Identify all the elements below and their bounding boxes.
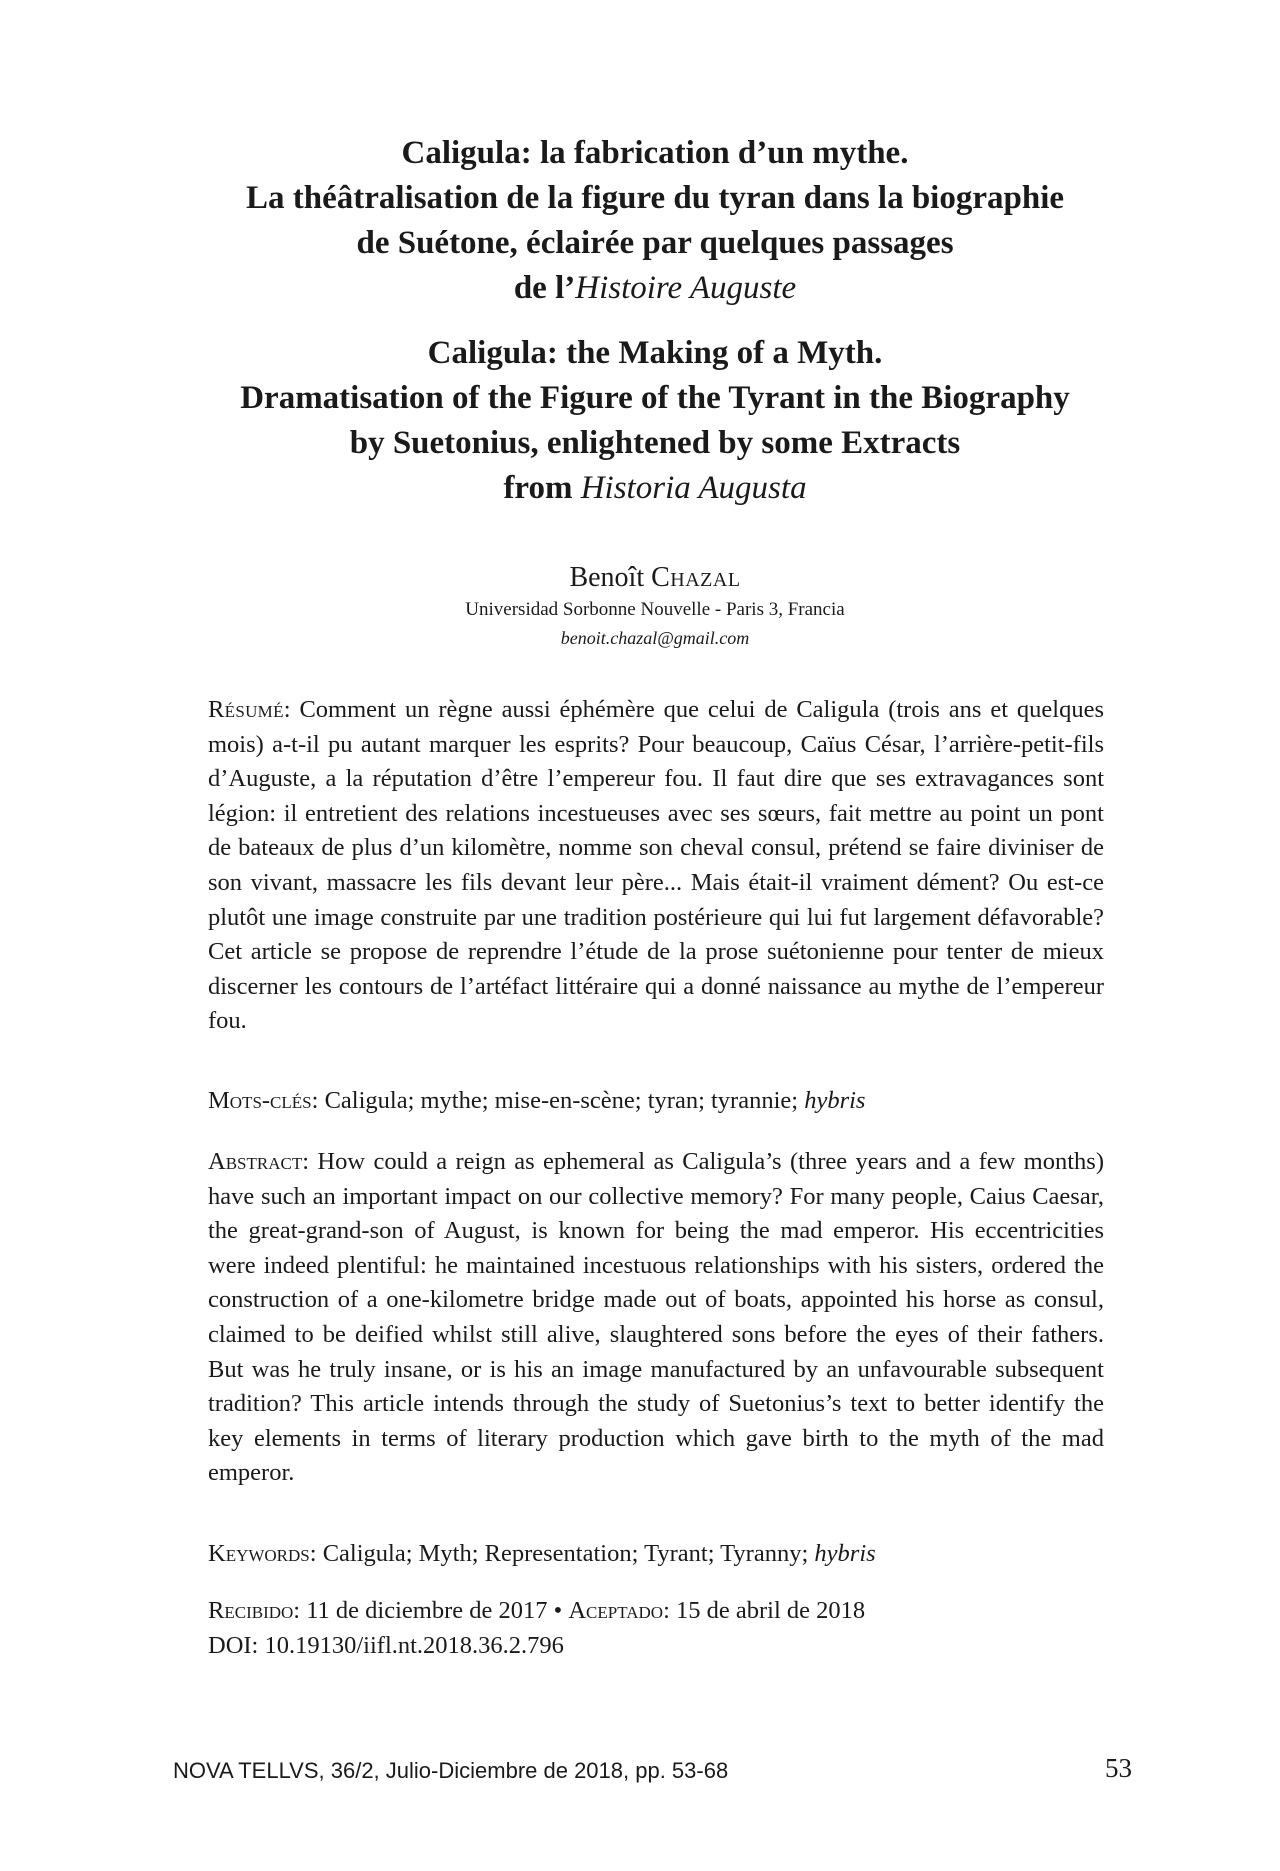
mots-cles-italic: hybris	[804, 1087, 866, 1114]
abstract-paragraph: Abstract: How could a reign as ephemeral as Caligula’s (three years and a few months) have such an important impact on our collective memory? For many people, Caius Caesar, the great-grand-son of August, is known for being the mad emperor. His eccentricities were indeed plentiful: he maintained incestuous relationships with his sisters, ordered the construction of a one-kilometre bridge made out of boats, appointed his horse as consul, claimed to be deified whilst still alive, slaughtered sons before the eyes of their fathers. But was he truly insane, or is his an image manufactured by an unfavourable subsequent tradition? This article intends through the study of Suetonius’s text to better identify the key elements in terms of literary production which gave birth to the myth of the mad emperor.	[208, 1148, 1104, 1487]
doi-value[interactable]: 10.19130/iifl.nt.2018.36.2.796	[264, 1632, 564, 1659]
title-french	[160, 131, 1150, 311]
title-english	[160, 331, 1150, 511]
doi-line	[208, 1629, 1104, 1664]
date-separator: •	[553, 1597, 563, 1624]
author-affiliation: Universidad Sorbonne Nouvelle - Paris 3, Francia	[465, 599, 845, 620]
abstract-text: How could a reign as ephemeral as Caligula’s (three years and a few months) have such an important impact on our collective memory? For many people, Caius Caesar, the great-grand-son of August, is known for being the mad emperor. His eccentricities were indeed plentiful: he maintained incestuous relationships with his sisters, ordered the construction of a one-kilometre bridge made out of boats, appointed his horse as consul, claimed to be deified whilst still alive, slaughtered sons before the eyes of their fathers. But was he truly insane, or is his an image manufactured by an unfavourable subsequent tradition? This article intends through the study of Suetonius’s text to better identify the key elements in terms of literary production which gave birth to the myth of the mad emperor.	[208, 1148, 1104, 1487]
keywords-label: Keywords	[208, 1540, 310, 1567]
mots-cles-text: Caligula; mythe; mise-en-scène; tyran; tyrannie;	[324, 1087, 805, 1114]
author-first-name: Benoît	[569, 562, 645, 593]
resume-text: Comment un règne aussi éphémère que celui de Caligula (trois ans et quelques mois) a-t-il pu autant marquer les esprits? Pour beaucoup, Caïus César, l’arrière-petit-fils d’Auguste, a la réputation d’être l’empereur fou. Il faut dire que ses extravagances sont légion: il entretient des relations incestueuses avec ses sœurs, fait mettre au point un pont de bateaux de plus d’un kilomètre, nomme son cheval consul, prétend se faire diviniser de son vivant, massacre les fils devant leur père... Mais était-il vraiment dément? Ou est-ce plutôt une image construite par une tradition postérieure qui lui fut largement défavorable? Cet article se propose de reprendre l’étude de la prose suétonienne pour tenter de mieux discerner les contours de l’artéfact littéraire qui a donné naissance au mythe de l’empereur fou.	[208, 696, 1104, 1035]
journal-footer: NOVA TELLVS, 36/2, Julio-Diciembre de 2018, pp. 53-68	[173, 1758, 729, 1783]
author-last-name: Chazal	[651, 562, 741, 593]
mots-cles-line: Mots-clés: Caligula; mythe; mise-en-scène; tyran; tyrannie; hybris	[208, 1087, 866, 1114]
accepted-label: Aceptado	[568, 1597, 664, 1624]
accepted-value: 15 de abril de 2018	[676, 1597, 866, 1624]
author-email[interactable]: benoit.chazal@gmail.com	[560, 628, 750, 648]
received-label: Recibido	[208, 1597, 294, 1624]
title-fr-line-4	[160, 266, 1150, 311]
abstract-label: Abstract	[208, 1148, 303, 1175]
title-fr-line-2: La théâtralisation de la figure du tyran dans la biographie	[245, 180, 1065, 216]
doi-label: DOI:	[208, 1632, 259, 1659]
title-en-line-1: Caligula: the Making of a Myth.	[427, 335, 883, 371]
dates-line: Recibido: 11 de diciembre de 2017 • Aceptado: 15 de abril de 2018	[208, 1597, 866, 1624]
author-name	[160, 560, 1150, 596]
author-block	[160, 560, 1150, 652]
title-en-line-4	[160, 466, 1150, 511]
title-en-line-3: by Suetonius, enlightened by some Extracts	[349, 425, 961, 461]
title-en-line-4-prefix: from	[503, 470, 581, 506]
resume-paragraph: Résumé: Comment un règne aussi éphémère que celui de Caligula (trois ans et quelques mois) a-t-il pu autant marquer les esprits? Pour beaucoup, Caïus César, l’arrière-petit-fils d’Auguste, a la réputation d’être l’empereur fou. Il faut dire que ses extravagances sont légion: il entretient des relations incestueuses avec ses sœurs, fait mettre au point un pont de bateaux de plus d’un kilomètre, nomme son cheval consul, prétend se faire diviniser de son vivant, massacre les fils devant leur père... Mais était-il vraiment dément? Ou est-ce plutôt une image construite par une tradition postérieure qui lui fut largement défavorable? Cet article se propose de reprendre l’étude de la prose suétonienne pour tenter de mieux discerner les contours de l’artéfact littéraire qui a donné naissance au mythe de l’empereur fou.	[208, 696, 1104, 1035]
title-fr-work-title: Histoire Auguste	[575, 270, 797, 306]
title-fr-line-4-prefix: de l’	[513, 270, 576, 306]
keywords-italic: hybris	[814, 1540, 876, 1567]
title-fr-line-3: de Suétone, éclairée par quelques passages	[356, 225, 954, 261]
mots-cles-label: Mots-clés	[208, 1087, 312, 1114]
keywords-line: Keywords: Caligula; Myth; Representation; Tyrant; Tyranny; hybris	[208, 1540, 876, 1567]
title-en-work-title: Historia Augusta	[580, 470, 807, 506]
page-number: 53	[1105, 1753, 1132, 1783]
keywords-text: Caligula; Myth; Representation; Tyrant; Tyranny;	[322, 1540, 815, 1567]
received-value: 11 de diciembre de 2017	[306, 1597, 548, 1624]
title-fr-line-1: Caligula: la fabrication d’un mythe.	[401, 135, 909, 171]
resume-label: Résumé	[208, 696, 284, 723]
title-en-line-2: Dramatisation of the Figure of the Tyrant in the Biography	[240, 380, 1070, 416]
